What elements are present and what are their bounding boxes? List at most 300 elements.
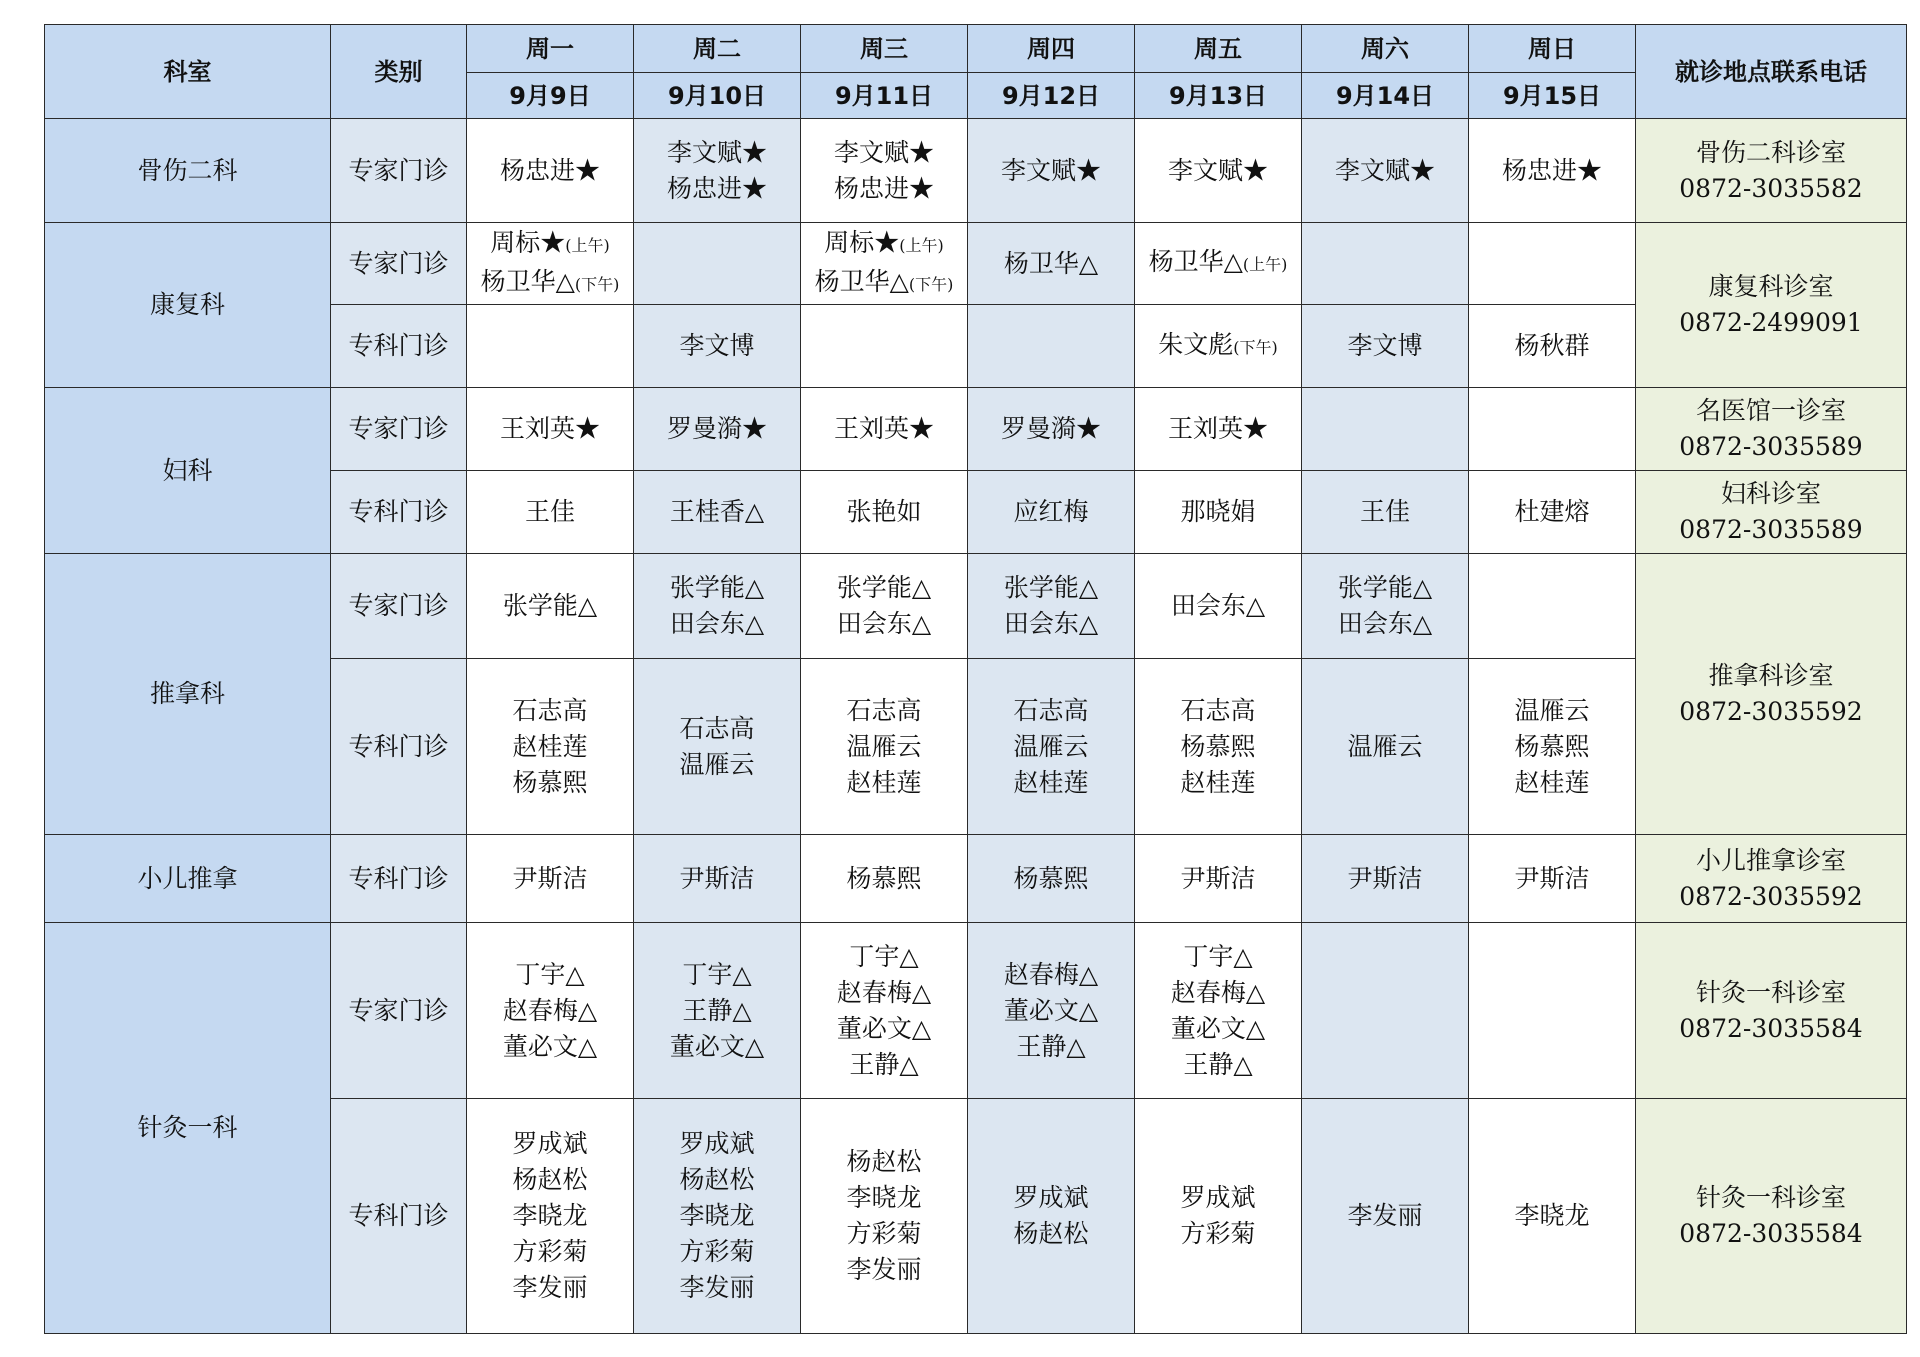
doctor-entry (634, 1198, 800, 1234)
doctor-name: 杨慕熙 (1013, 863, 1089, 893)
doctor-name: 张艳如 (846, 497, 922, 526)
schedule-cell (634, 554, 801, 659)
doctor-entry (467, 729, 633, 765)
schedule-cell (1469, 554, 1636, 659)
location-phone: 0872-3035582 (1679, 173, 1863, 203)
location-name: 推拿科诊室 (1708, 661, 1834, 690)
schedule-cell (1469, 388, 1636, 471)
schedule-cell (968, 835, 1135, 923)
doctor-name: 杨忠进★ (1501, 155, 1602, 185)
schedule-cell (467, 471, 634, 554)
doctor-name: 李文赋★ (833, 137, 934, 167)
doctor-name: 李发丽 (1347, 1201, 1423, 1230)
schedule-cell (968, 659, 1135, 835)
doctor-entry (1135, 1216, 1301, 1252)
doctor-name: 温雁云 (846, 731, 922, 761)
doctor-entry (634, 747, 800, 783)
schedule-cell (1302, 471, 1469, 554)
clinic-location (1636, 471, 1907, 554)
doctor-name: 王静△ (682, 995, 752, 1025)
doctor-name: 田会东△ (1170, 591, 1266, 620)
doctor-entry (801, 939, 967, 975)
doctor-name: 王刘英★ (833, 414, 934, 443)
schedule-cell (1469, 223, 1636, 305)
doctor-name: 石志高 (679, 713, 755, 743)
schedule-cell (801, 554, 968, 659)
doctor-name: 罗成斌 (1013, 1183, 1089, 1212)
schedule-cell (801, 659, 968, 835)
doctor-entry (634, 171, 800, 207)
doctor-name: 方彩菊 (512, 1237, 588, 1266)
schedule-cell (1135, 119, 1302, 223)
location-phone: 0872-3035584 (1679, 1013, 1863, 1043)
schedule-cell (968, 923, 1135, 1099)
doctor-entry (467, 765, 633, 801)
doctor-entry (968, 693, 1134, 729)
schedule-cell (1135, 471, 1302, 554)
location-phone: 0872-3035592 (1679, 881, 1863, 911)
doctor-name: 李文博 (679, 331, 755, 360)
doctor-entry (968, 957, 1134, 993)
doctor-entry (467, 957, 633, 993)
schedule-cell (634, 659, 801, 835)
doctor-name: 朱文彪 (1158, 329, 1234, 359)
location-name: 骨伤二科诊室 (1695, 137, 1846, 167)
doctor-entry (801, 1047, 967, 1083)
doctor-name: 田会东△ (1337, 609, 1433, 638)
schedule-cell (1135, 388, 1302, 471)
doctor-entry (968, 1029, 1134, 1065)
doctor-name: 杨卫华△ (1003, 248, 1099, 278)
doctor-entry (1135, 1180, 1301, 1216)
schedule-cell (968, 1099, 1135, 1334)
doctor-name: 杨慕熙 (846, 863, 922, 893)
doctor-name: 杨忠进★ (833, 173, 934, 203)
clinic-type: 专科门诊 (331, 471, 467, 554)
department-name: 骨伤二科 (45, 119, 331, 223)
doctor-name: 杨慕熙 (512, 767, 588, 797)
schedule-cell (1135, 1099, 1302, 1334)
session-tag: (上午) (899, 235, 944, 255)
doctor-entry (801, 765, 967, 801)
clinic-type: 专家门诊 (331, 923, 467, 1099)
doctor-entry (1469, 693, 1635, 729)
doctor-name: 李文赋★ (666, 137, 767, 167)
doctor-entry (467, 494, 633, 530)
schedule-cell (634, 471, 801, 554)
clinic-location (1636, 388, 1907, 471)
doctor-name: 尹斯洁 (512, 863, 588, 893)
doctor-entry (1469, 861, 1635, 897)
doctor-entry (801, 1216, 967, 1252)
doctor-entry (801, 1011, 967, 1047)
doctor-name: 王佳 (524, 497, 575, 526)
doctor-entry (1135, 327, 1301, 366)
schedule-cell (467, 923, 634, 1099)
doctor-name: 张学能△ (836, 573, 932, 602)
schedule-cell (467, 659, 634, 835)
schedule-cell (801, 1099, 968, 1334)
location-phone: 0872-3035592 (1679, 697, 1863, 726)
schedule-cell (634, 835, 801, 923)
schedule-cell (634, 119, 801, 223)
session-tag: (下午) (574, 274, 620, 294)
schedule-cell (634, 223, 801, 305)
doctor-entry (1469, 729, 1635, 765)
schedule-cell (801, 923, 968, 1099)
schedule-cell (1302, 1099, 1469, 1334)
doctor-name: 杨赵松 (1013, 1219, 1089, 1248)
doctor-entry (1135, 244, 1301, 283)
doctor-entry (1302, 494, 1468, 530)
schedule-cell (467, 388, 634, 471)
doctor-name: 温雁云 (1347, 731, 1423, 761)
doctor-entry (968, 765, 1134, 801)
doctor-name: 王桂香△ (669, 497, 765, 526)
department-name: 小儿推拿 (45, 835, 331, 923)
doctor-entry (968, 411, 1134, 447)
doctor-entry (467, 1234, 633, 1270)
doctor-entry (467, 588, 633, 624)
doctor-entry (1302, 729, 1468, 765)
schedule-cell (1135, 305, 1302, 388)
doctor-entry (1302, 153, 1468, 189)
doctor-name: 王佳 (1359, 497, 1410, 526)
clinic-location (1636, 1099, 1907, 1334)
doctor-entry (467, 1198, 633, 1234)
doctor-entry (1135, 494, 1301, 530)
schedule-cell (1135, 554, 1302, 659)
doctor-entry (801, 1252, 967, 1288)
table-row (45, 388, 1907, 471)
doctor-entry (634, 606, 800, 642)
header-type: 类别 (331, 25, 467, 119)
schedule-cell (1302, 223, 1469, 305)
schedule-cell (1135, 659, 1302, 835)
header-date: 9月10日 (634, 73, 801, 119)
doctor-entry (801, 135, 967, 171)
doctor-entry (1469, 494, 1635, 530)
doctor-entry (1469, 153, 1635, 189)
doctor-entry (634, 135, 800, 171)
doctor-name: 杨慕熙 (1514, 731, 1590, 761)
table-row (45, 119, 1907, 223)
doctor-entry (801, 411, 967, 447)
schedule-cell (801, 223, 968, 305)
doctor-entry (1135, 153, 1301, 189)
doctor-entry (634, 711, 800, 747)
clinic-type: 专科门诊 (331, 1099, 467, 1334)
header-weekday: 周四 (968, 25, 1135, 73)
doctor-name: 杨赵松 (846, 1147, 922, 1176)
clinic-type: 专家门诊 (331, 119, 467, 223)
doctor-entry (801, 606, 967, 642)
schedule-cell (1135, 923, 1302, 1099)
location-phone: 0872-3035589 (1679, 515, 1863, 544)
doctor-entry (634, 1270, 800, 1306)
doctor-entry (467, 264, 633, 303)
doctor-name: 丁宇△ (515, 959, 585, 989)
doctor-entry (467, 225, 633, 264)
session-tag: (上午) (1242, 255, 1288, 274)
doctor-name: 董必文△ (836, 1013, 932, 1043)
doctor-entry (634, 411, 800, 447)
doctor-name: 李文赋★ (1000, 155, 1101, 185)
doctor-name: 杨秋群 (1514, 331, 1590, 360)
department-name: 针灸一科 (45, 923, 331, 1334)
doctor-entry (968, 246, 1134, 282)
schedule-cell (467, 119, 634, 223)
doctor-entry (801, 1180, 967, 1216)
location-name: 康复科诊室 (1708, 272, 1834, 301)
doctor-name: 田会东△ (669, 609, 765, 638)
doctor-entry (1302, 1198, 1468, 1234)
clinic-type: 专科门诊 (331, 835, 467, 923)
doctor-entry (634, 1162, 800, 1198)
doctor-entry (467, 1270, 633, 1306)
clinic-type: 专家门诊 (331, 554, 467, 659)
doctor-entry (1469, 1198, 1635, 1234)
doctor-entry (1135, 588, 1301, 624)
doctor-name: 李晓龙 (512, 1201, 588, 1230)
doctor-entry (968, 570, 1134, 606)
doctor-name: 温雁云 (1514, 695, 1590, 725)
schedule-cell (634, 388, 801, 471)
doctor-name: 丁宇△ (1183, 941, 1253, 971)
schedule-cell (467, 305, 634, 388)
doctor-entry (1135, 1047, 1301, 1083)
doctor-name: 方彩菊 (846, 1219, 922, 1248)
schedule-cell (1469, 119, 1636, 223)
schedule-cell (634, 923, 801, 1099)
doctor-entry (467, 1029, 633, 1065)
schedule-cell (467, 223, 634, 305)
schedule-table (44, 24, 1907, 1334)
header-location: 就诊地点联系电话 (1636, 25, 1907, 119)
doctor-entry (634, 1234, 800, 1270)
clinic-type: 专科门诊 (331, 659, 467, 835)
doctor-name: 赵春梅△ (836, 977, 932, 1007)
doctor-entry (801, 570, 967, 606)
schedule-cell (1302, 554, 1469, 659)
header-date: 9月13日 (1135, 73, 1302, 119)
department-name: 妇科 (45, 388, 331, 554)
doctor-name: 尹斯洁 (679, 863, 755, 893)
location-phone: 0872-2499091 (1679, 308, 1863, 337)
doctor-name: 周标★ (490, 227, 566, 257)
doctor-name: 罗成斌 (679, 1129, 755, 1158)
doctor-entry (1135, 939, 1301, 975)
doctor-name: 张学能△ (1337, 573, 1433, 602)
schedule-cell (968, 471, 1135, 554)
doctor-entry (1469, 328, 1635, 364)
clinic-location (1636, 119, 1907, 223)
doctor-entry (968, 494, 1134, 530)
schedule-cell (801, 835, 968, 923)
doctor-name: 罗成斌 (512, 1129, 588, 1158)
doctor-name: 赵桂莲 (1180, 767, 1256, 797)
doctor-name: 丁宇△ (849, 941, 919, 971)
header-date: 9月12日 (968, 73, 1135, 119)
doctor-entry (801, 225, 967, 264)
doctor-entry (968, 606, 1134, 642)
doctor-entry (634, 861, 800, 897)
doctor-entry (968, 993, 1134, 1029)
schedule-cell (801, 388, 968, 471)
doctor-name: 应红梅 (1013, 497, 1089, 526)
clinic-type: 专家门诊 (331, 223, 467, 305)
session-tag: (上午) (565, 235, 610, 255)
doctor-name: 李文博 (1347, 331, 1423, 360)
doctor-name: 赵春梅△ (1170, 977, 1266, 1007)
doctor-entry (467, 411, 633, 447)
schedule-cell (801, 119, 968, 223)
doctor-entry (1135, 411, 1301, 447)
doctor-name: 石志高 (512, 695, 588, 725)
doctor-entry (634, 1126, 800, 1162)
doctor-entry (1135, 693, 1301, 729)
doctor-name: 赵桂莲 (846, 767, 922, 797)
doctor-name: 王刘英★ (1167, 414, 1268, 443)
doctor-name: 赵桂莲 (1013, 767, 1089, 797)
header-weekday: 周二 (634, 25, 801, 73)
doctor-entry (634, 494, 800, 530)
doctor-entry (634, 570, 800, 606)
doctor-name: 石志高 (846, 695, 922, 725)
clinic-location (1636, 835, 1907, 923)
doctor-name: 张学能△ (669, 573, 765, 602)
header-weekday: 周三 (801, 25, 968, 73)
doctor-name: 赵春梅△ (1003, 959, 1099, 989)
doctor-entry (801, 264, 967, 303)
doctor-entry (968, 1180, 1134, 1216)
table-header (45, 25, 1907, 119)
doctor-name: 张学能△ (1003, 573, 1099, 602)
doctor-entry (801, 494, 967, 530)
schedule-cell (1469, 923, 1636, 1099)
doctor-entry (968, 861, 1134, 897)
doctor-name: 罗成斌 (1180, 1183, 1256, 1212)
doctor-name: 田会东△ (1003, 609, 1099, 638)
doctor-name: 丁宇△ (682, 959, 752, 989)
header-weekday: 周六 (1302, 25, 1469, 73)
schedule-cell (968, 119, 1135, 223)
doctor-name: 尹斯洁 (1347, 863, 1423, 893)
doctor-name: 杨赵松 (512, 1165, 588, 1194)
schedule-cell (1469, 305, 1636, 388)
doctor-name: 李文赋★ (1167, 155, 1268, 185)
schedule-cell (1469, 835, 1636, 923)
doctor-entry (968, 1216, 1134, 1252)
doctor-name: 王静△ (849, 1049, 919, 1079)
doctor-name: 温雁云 (1013, 731, 1089, 761)
doctor-name: 董必文△ (1170, 1013, 1266, 1043)
header-date: 9月15日 (1469, 73, 1636, 119)
doctor-name: 杜建熔 (1514, 497, 1590, 526)
schedule-cell (1302, 388, 1469, 471)
doctor-entry (1135, 1011, 1301, 1047)
location-phone: 0872-3035584 (1679, 1219, 1863, 1248)
doctor-name: 杨卫华△ (1148, 247, 1243, 276)
doctor-entry (1135, 765, 1301, 801)
doctor-name: 李发丽 (512, 1273, 588, 1302)
doctor-name: 杨卫华△ (814, 266, 909, 296)
doctor-name: 杨忠进★ (666, 173, 767, 203)
schedule-cell (634, 1099, 801, 1334)
schedule-cell (1302, 835, 1469, 923)
doctor-name: 赵桂莲 (1514, 767, 1590, 797)
clinic-type: 专科门诊 (331, 305, 467, 388)
doctor-name: 周标★ (824, 227, 900, 257)
header-weekday: 周五 (1135, 25, 1302, 73)
doctor-entry (634, 328, 800, 364)
schedule-cell (1302, 305, 1469, 388)
doctor-name: 王静△ (1183, 1049, 1253, 1079)
schedule-cell (1302, 119, 1469, 223)
doctor-entry (1302, 606, 1468, 642)
location-name: 小儿推拿诊室 (1695, 845, 1846, 875)
schedule-cell (467, 835, 634, 923)
doctor-entry (801, 861, 967, 897)
doctor-name: 石志高 (1013, 695, 1089, 725)
schedule-cell (968, 388, 1135, 471)
schedule-cell (1469, 1099, 1636, 1334)
doctor-name: 李晓龙 (846, 1183, 922, 1212)
doctor-entry (1135, 861, 1301, 897)
schedule-cell (1135, 835, 1302, 923)
schedule-cell (801, 471, 968, 554)
doctor-entry (801, 729, 967, 765)
header-weekday: 周一 (467, 25, 634, 73)
doctor-entry (801, 975, 967, 1011)
doctor-entry (968, 153, 1134, 189)
doctor-entry (1302, 570, 1468, 606)
schedule-cell (634, 305, 801, 388)
doctor-entry (467, 861, 633, 897)
schedule-cell (1135, 223, 1302, 305)
doctor-name: 杨忠进★ (499, 155, 600, 185)
doctor-name: 石志高 (1180, 695, 1256, 725)
doctor-name: 董必文△ (502, 1031, 598, 1061)
location-name: 名医馆一诊室 (1695, 396, 1846, 425)
header-date: 9月9日 (467, 73, 634, 119)
doctor-name: 罗曼漪★ (1000, 414, 1101, 443)
schedule-cell (467, 1099, 634, 1334)
doctor-entry (467, 1162, 633, 1198)
doctor-entry (1302, 328, 1468, 364)
doctor-entry (634, 1029, 800, 1065)
schedule-cell (968, 305, 1135, 388)
doctor-name: 方彩菊 (679, 1237, 755, 1266)
schedule-cell (467, 554, 634, 659)
doctor-entry (467, 693, 633, 729)
header-date: 9月11日 (801, 73, 968, 119)
schedule-cell (1302, 659, 1469, 835)
clinic-location (1636, 223, 1907, 388)
doctor-entry (801, 171, 967, 207)
session-tag: (下午) (1233, 337, 1278, 357)
department-name: 康复科 (45, 223, 331, 388)
doctor-name: 李晓龙 (679, 1201, 755, 1230)
header-weekday: 周日 (1469, 25, 1636, 73)
clinic-type: 专家门诊 (331, 388, 467, 471)
location-phone: 0872-3035589 (1679, 432, 1863, 461)
location-name: 针灸一科诊室 (1695, 1183, 1846, 1212)
doctor-name: 那晓娟 (1180, 497, 1256, 526)
header-date: 9月14日 (1302, 73, 1469, 119)
location-name: 妇科诊室 (1720, 479, 1821, 508)
doctor-name: 杨卫华△ (480, 266, 575, 296)
